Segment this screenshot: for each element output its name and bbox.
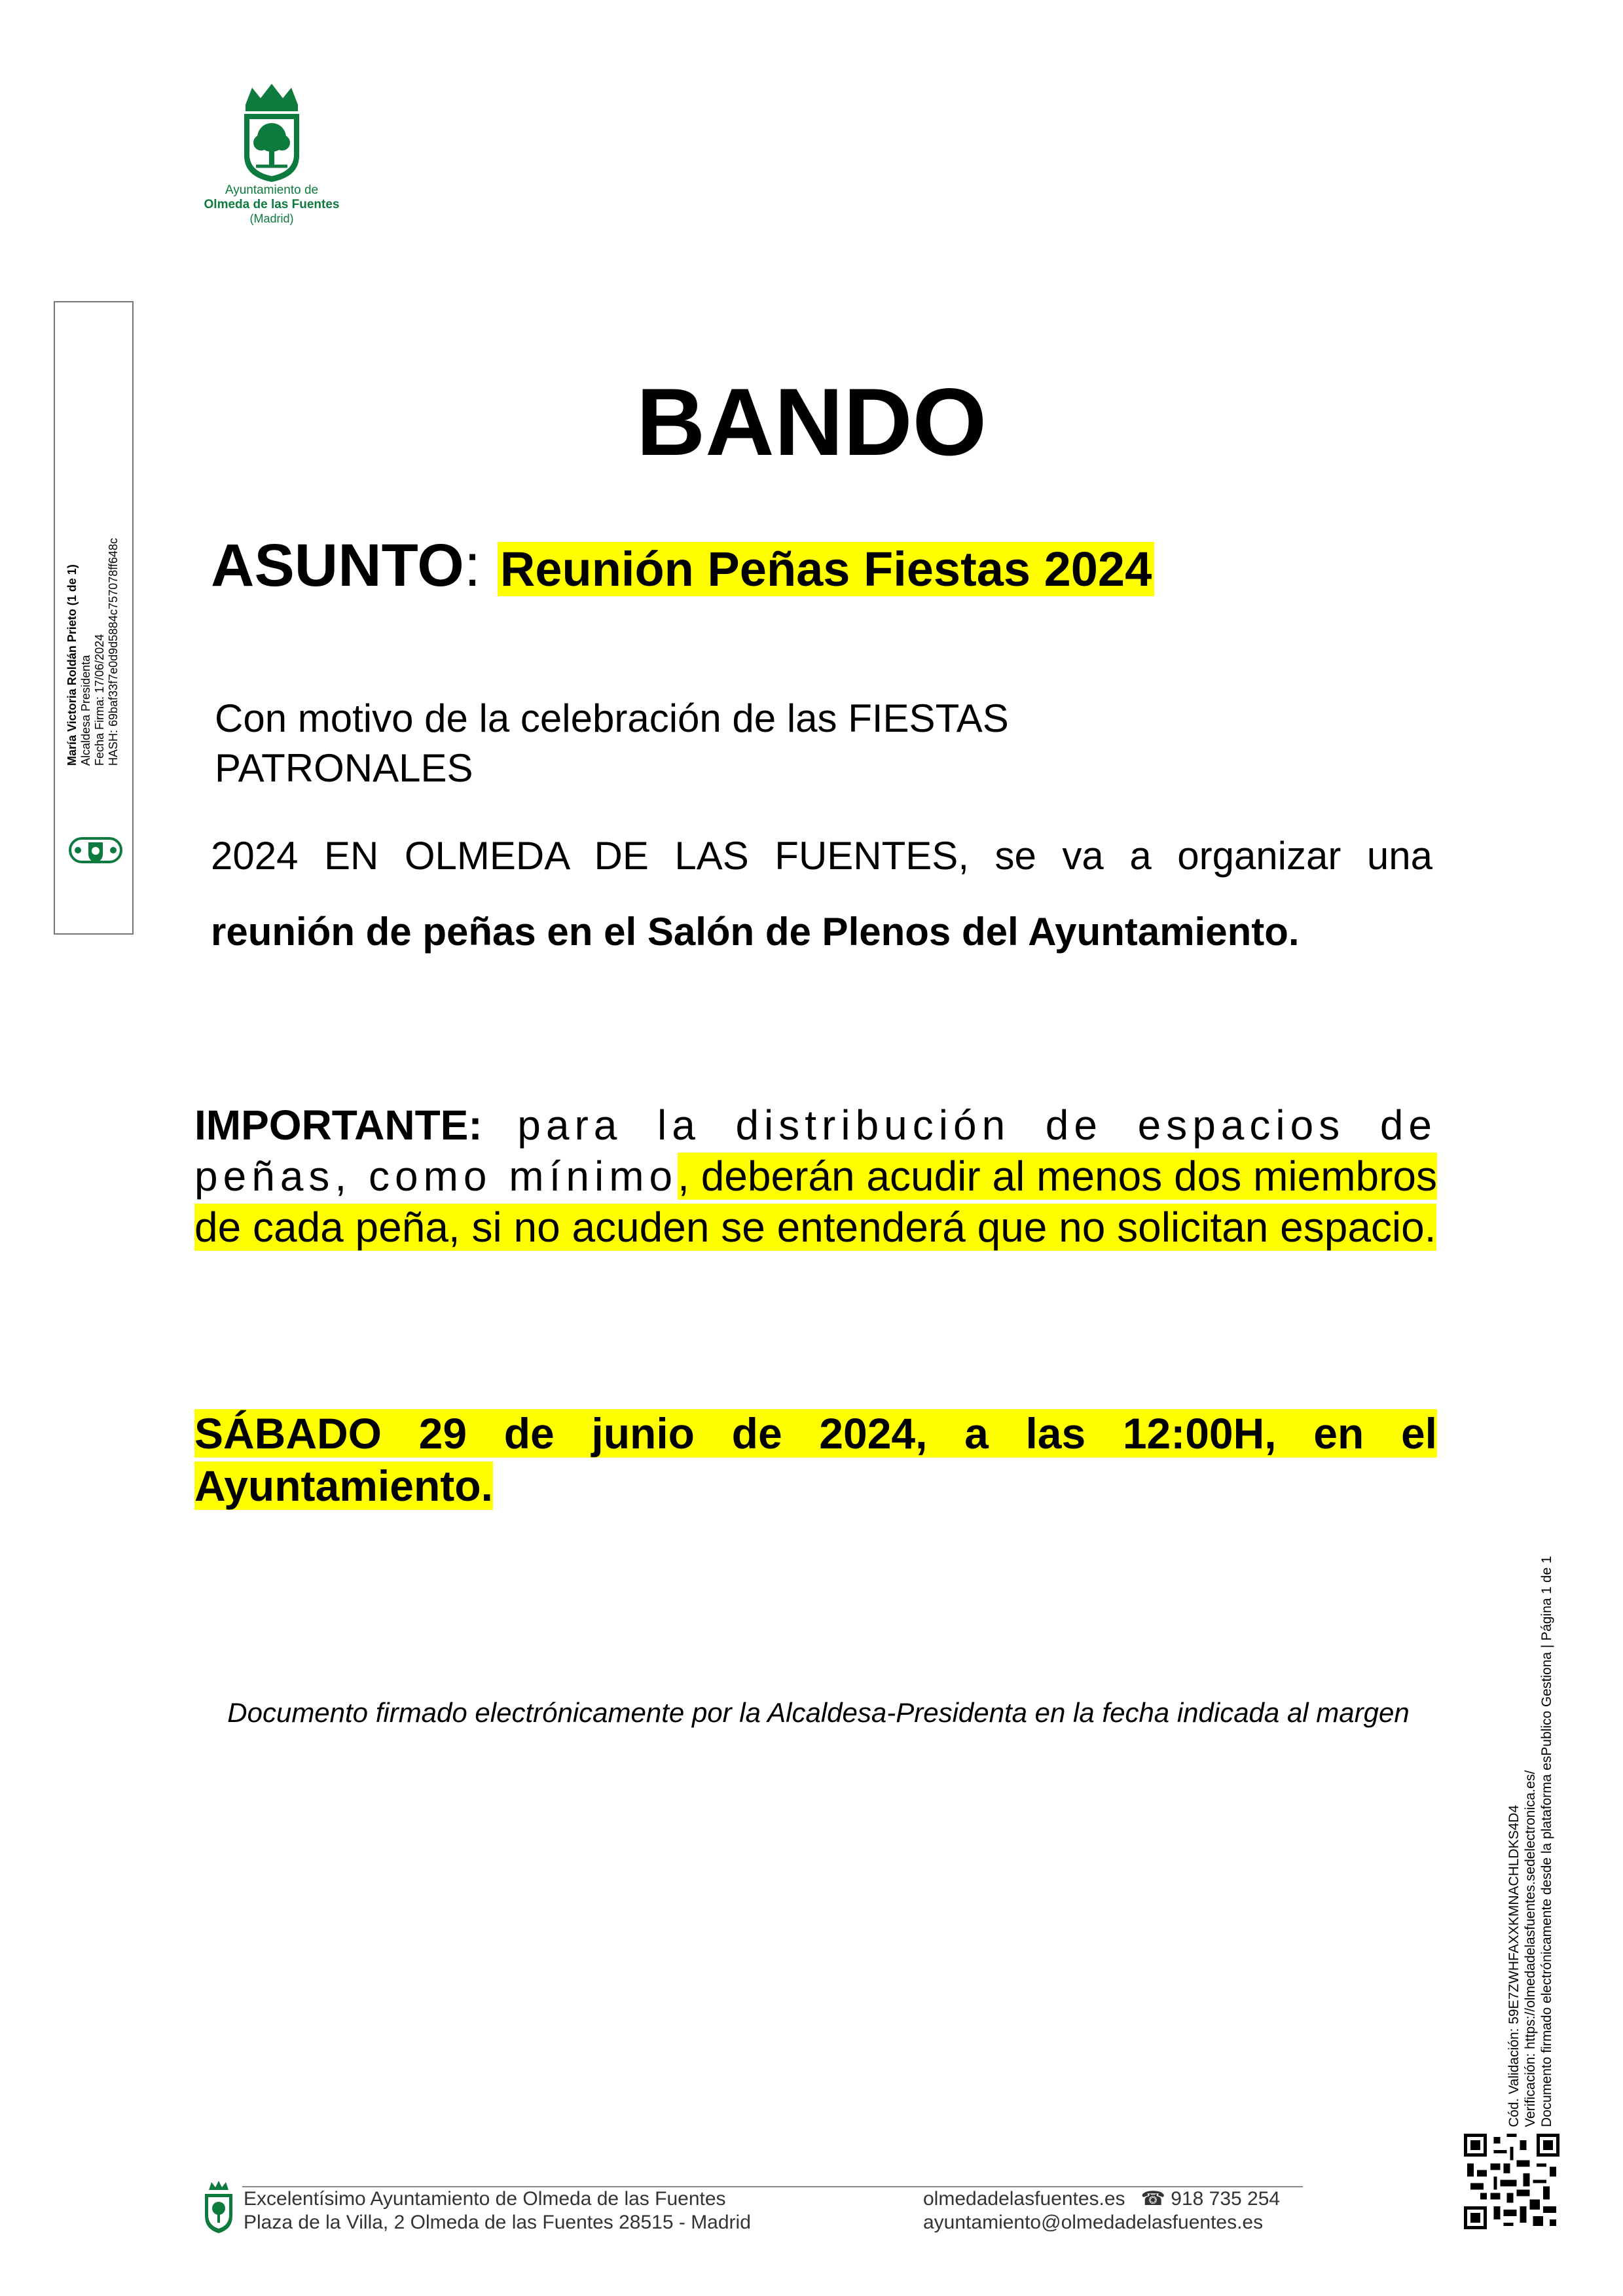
- logo-caption-line1: Ayuntamiento de: [225, 183, 319, 197]
- intro-body-text: 2024 EN OLMEDA DE LAS FUENTES, se va a organizar una: [211, 834, 1432, 878]
- important-paragraph: [194, 1100, 1437, 1253]
- signer-role: Alcaldesa Presidenta: [79, 655, 92, 766]
- intro-line2: PATRONALES: [215, 746, 473, 790]
- subject-line: [211, 529, 1154, 606]
- signature-note: Documento firmado electrónicamente por la Alcaldesa-Presidenta en la fecha indicada al margen: [227, 1697, 1410, 1728]
- meeting-date-text: SÁBADO 29 de junio de 2024, a las 12:00H, en el Ayuntamiento.: [194, 1409, 1437, 1510]
- coat-of-arms-icon: [193, 79, 350, 183]
- footer-logo-icon: [200, 2178, 238, 2234]
- signature-date: Fecha Firma: 17/06/2024: [93, 634, 106, 766]
- intro-paragraph-head: [215, 694, 1262, 793]
- municipal-logo: [193, 79, 350, 236]
- signature-hash: HASH: 69baf33f7e0d9d5884c757078ff648c: [107, 538, 120, 766]
- footer-email[interactable]: ayuntamiento@olmedadelasfuentes.es: [923, 2212, 1264, 2233]
- validation-code: Cód. Validación: 59E7ZWHFAXXKMNACHLDKS4D4: [1506, 1804, 1522, 2127]
- logo-caption-line3: (Madrid): [249, 212, 294, 225]
- intro-line1: Con motivo de la celebración de las FIESTAS: [215, 696, 1009, 740]
- validation-platform: Documento firmado electrónicamente desde la plataforma esPublico Gestiona | Página 1 de 1: [1539, 1556, 1554, 2127]
- important-highlight: , deberán acudir al menos dos miembros de cada peña, si no acuden se entenderá que no solicitan espacio.: [194, 1153, 1438, 1251]
- signer-name: María Victoria Roldán Prieto (1 de 1): [65, 564, 79, 766]
- important-text: para la distribución de espacios de peñas, como mínimo: [194, 1102, 1437, 1200]
- footer-address-block: [244, 2187, 751, 2234]
- phone-icon: ☎: [1140, 2188, 1165, 2210]
- footer-phone: 918 735 254: [1171, 2188, 1281, 2210]
- validation-info: [1506, 1407, 1555, 2127]
- page-title: BANDO: [636, 368, 987, 475]
- footer-contact-block: [923, 2187, 1280, 2234]
- important-label: IMPORTANTE:: [194, 1102, 483, 1149]
- validation-url: Verificación: https://olmedadelasfuentes.sedelectronica.es/: [1523, 1770, 1538, 2127]
- footer-address: Plaza de la Villa, 2 Olmeda de las Fuentes 28515 - Madrid: [244, 2212, 751, 2233]
- subject-label: ASUNTO: [211, 532, 464, 599]
- intro-paragraph-body: [211, 818, 1432, 970]
- signature-details: [65, 439, 120, 766]
- footer-website[interactable]: olmedadelasfuentes.es: [923, 2188, 1125, 2210]
- meeting-date-paragraph: [194, 1407, 1437, 1512]
- signature-seal-icon: [69, 834, 122, 866]
- subject-colon: :: [464, 532, 481, 599]
- qr-code-icon: [1464, 2134, 1559, 2229]
- intro-body-bold: reunión de peñas en el Salón de Plenos del Ayuntamiento.: [211, 910, 1300, 954]
- subject-text: Reunión Peñas Fiestas 2024: [498, 542, 1154, 596]
- footer-org: Excelentísimo Ayuntamiento de Olmeda de las Fuentes: [244, 2188, 726, 2210]
- logo-caption-line2: Olmeda de las Fuentes: [204, 198, 340, 211]
